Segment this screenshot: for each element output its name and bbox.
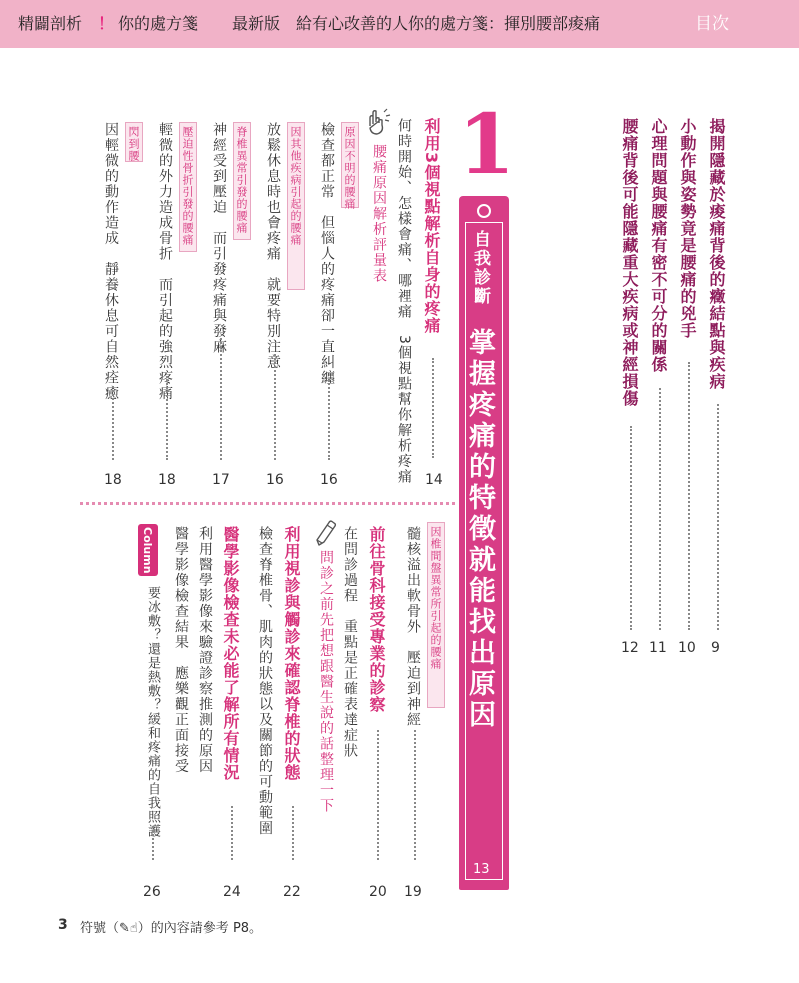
leader-dots — [659, 388, 661, 630]
category-tag: 因其他疾病引起的腰痛 — [289, 126, 302, 246]
category-tag: 閃到腰 — [127, 126, 140, 162]
intro-entry-title[interactable]: 心理問題與腰痛有密不可分的關係 — [649, 118, 668, 373]
pencil-icon — [313, 520, 337, 546]
leader-dots — [688, 362, 690, 630]
category-tag: 脊椎異常引發的腰痛 — [235, 126, 248, 234]
section-subtitle: 檢查脊椎骨、肌肉的狀態以及關節的可動範圍 — [257, 526, 273, 836]
section-heading[interactable]: 前往骨科接受專業的診察 — [367, 526, 386, 713]
leader-dots — [377, 730, 379, 860]
section-heading[interactable]: 醫學影像檢查未必能了解所有情況 — [221, 526, 240, 781]
footer-note: 符號（✎☝）的內容請參考 P8。 — [80, 921, 263, 936]
leader-dots — [166, 376, 168, 460]
leader-dots — [220, 338, 222, 460]
section-heading[interactable]: 利用3個視點解析自身的疼痛 — [422, 118, 441, 335]
intro-entry-title[interactable]: 揭開隱藏於痠痛背後的癥結點與疾病 — [707, 118, 726, 390]
section-heading-page: 22 — [283, 884, 301, 900]
page-header — [0, 0, 799, 48]
toc-label: 目次 — [695, 14, 729, 34]
section-subtitle: 利用醫學影像來驗證診察推測的原因 — [197, 526, 213, 774]
intro-entry-title[interactable]: 腰痛背後可能隱藏重大疾病或神經損傷 — [620, 118, 639, 407]
toc-entry-page: 16 — [266, 472, 284, 488]
series-suffix: 你的處方箋 — [118, 14, 199, 33]
intro-entry-page: 12 — [621, 640, 639, 656]
toc-entry-page: 17 — [212, 472, 230, 488]
section-heading-page: 24 — [223, 884, 241, 900]
column-title[interactable]: 要冰敷？還是熱敷？緩和疼痛的自我照護 — [145, 586, 160, 838]
book-title: 給有心改善的人你的處方箋：揮別腰部痠痛 — [296, 14, 601, 33]
leader-dots — [274, 354, 276, 460]
leader-dots — [292, 806, 294, 860]
toc-entry-title[interactable]: 因輕微的動作造成 靜養休息可自然痊癒 — [103, 122, 119, 401]
section-heading-page: 20 — [369, 884, 387, 900]
toc-entry-title[interactable]: 檢查都正常 但惱人的疼痛卻一直糾纏 — [319, 122, 335, 386]
edition-label: 最新版 — [232, 14, 281, 33]
series-exclaim: ！ — [98, 14, 115, 33]
intro-entry-title[interactable]: 小動作與姿勢竟是腰痛的兇手 — [678, 118, 697, 339]
toc-entry-page: 18 — [158, 472, 176, 488]
leader-dots — [112, 386, 114, 460]
leader-dots — [414, 730, 416, 860]
section-subtitle: 在問診過程 重點是正確表達症狀 — [342, 526, 358, 759]
leader-dots — [152, 826, 154, 860]
chapter-number: 1 — [458, 97, 516, 193]
toc-entry-page: 18 — [104, 472, 122, 488]
leader-dots — [717, 404, 719, 630]
bookmark-hole — [477, 204, 491, 218]
chapter-title[interactable]: 掌握疼痛的特徵就能找出原因 — [464, 328, 495, 731]
toc-entry-title[interactable]: 輕微的外力造成骨折 而引起的強烈疼痛 — [157, 122, 173, 401]
series-prefix: 精闢剖析 — [18, 14, 83, 33]
pointing-hand-icon — [364, 108, 394, 138]
section-subtitle: 何時開始、怎樣會痛、哪裡痛 3個視點幫你解析疼痛 — [396, 118, 412, 485]
chapter-label: 自我診斷 — [470, 230, 490, 306]
column-page: 26 — [143, 884, 161, 900]
toc-entry-page: 16 — [320, 472, 338, 488]
tool-title[interactable]: 問診之前先把想跟醫生說的話整理一下 — [318, 550, 334, 814]
section-heading[interactable]: 利用視診與觸診來確認脊椎的狀態 — [282, 526, 301, 781]
leader-dots — [328, 380, 330, 460]
category-tag: 因椎間盤異常所引起的腰痛 — [429, 526, 442, 670]
leader-dots — [432, 358, 434, 458]
chapter-page: 13 — [473, 862, 490, 877]
page-number: 3 — [58, 917, 68, 933]
toc-entry-title[interactable]: 神經受到壓迫 而引發疼痛與發麻 — [211, 122, 227, 355]
section-subtitle: 醫學影像檢查結果 應樂觀正面接受 — [173, 526, 189, 774]
category-tag: 壓迫性骨折引發的腰痛 — [181, 126, 194, 246]
section-heading-page: 14 — [425, 472, 443, 488]
leader-dots — [231, 806, 233, 860]
toc-entry-page: 19 — [404, 884, 422, 900]
category-tag: 原因不明的腰痛 — [343, 126, 356, 210]
toc-entry-title[interactable]: 髓核溢出軟骨外 壓迫到神經 — [405, 526, 421, 728]
section-separator — [80, 502, 455, 505]
tool-title[interactable]: 腰痛原因解析評量表 — [371, 144, 387, 284]
intro-entry-page: 10 — [678, 640, 696, 656]
intro-entry-page: 11 — [649, 640, 667, 656]
toc-entry-title[interactable]: 放鬆休息時也會疼痛 就要特別注意 — [265, 122, 281, 370]
intro-entry-page: 9 — [711, 640, 720, 656]
column-label: Column — [141, 527, 154, 574]
leader-dots — [630, 426, 632, 630]
